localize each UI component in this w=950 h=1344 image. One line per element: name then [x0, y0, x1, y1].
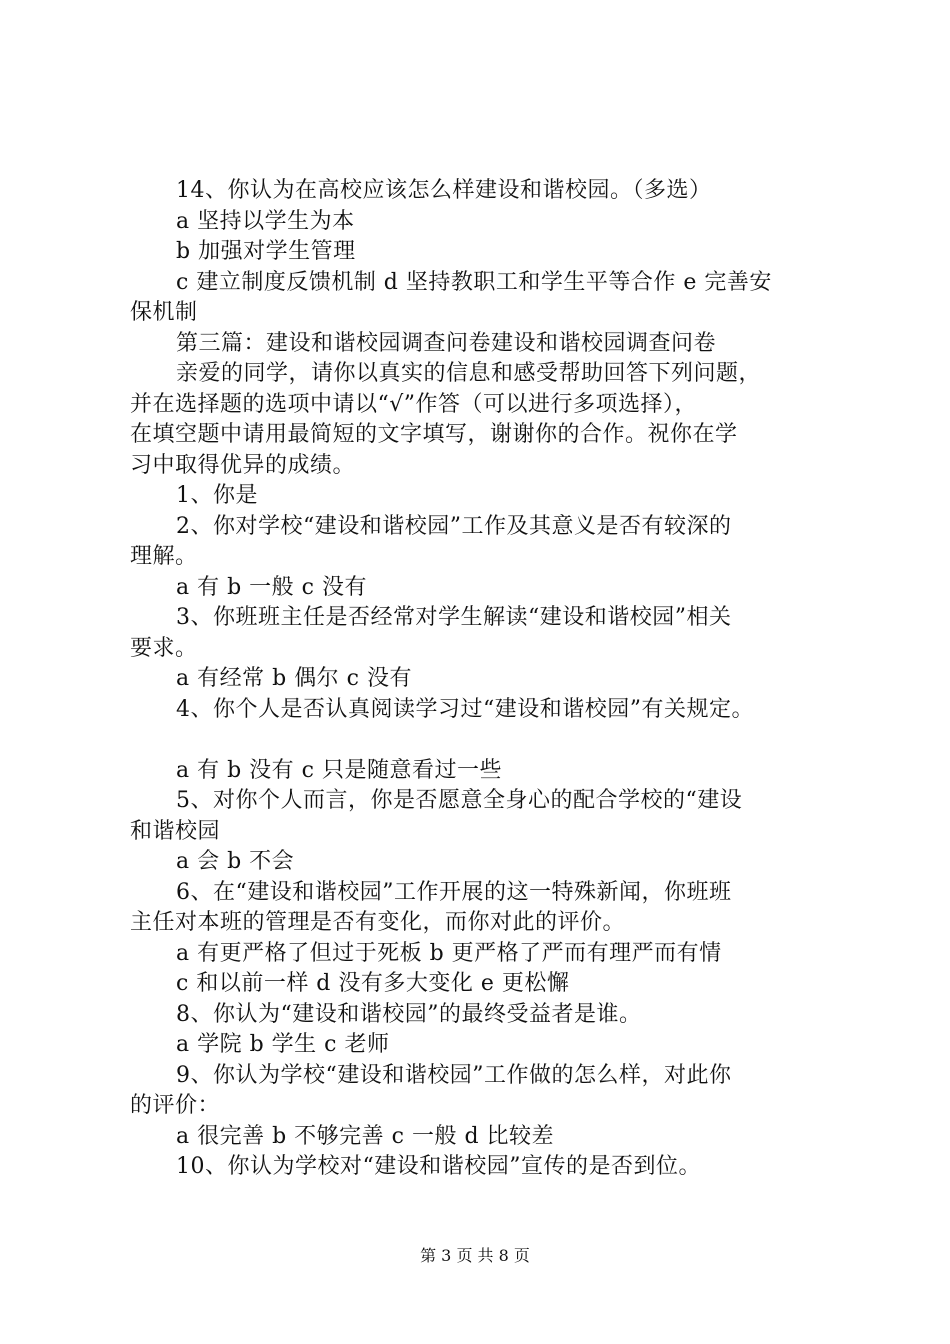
question-1: 1、你是	[176, 483, 258, 508]
option-line-continued: 保机制	[130, 300, 198, 325]
option-line: c 建立制度反馈机制 d 坚持教职工和学生平等合作 e 完善安	[176, 269, 772, 295]
question-8: 8、你认为“建设和谐校园”的最终受益者是谁。	[176, 1001, 642, 1027]
option-line: a 有经常 b 偶尔 c 没有	[176, 666, 412, 691]
page-footer: 第 3 页 共 8 页	[420, 1246, 530, 1265]
question-3: 3、你班班主任是否经常对学生解读“建设和谐校园”相关	[176, 605, 732, 630]
question-9: 9、你认为学校“建设和谐校园”工作做的怎么样，对此你	[176, 1062, 732, 1088]
option-line: a 有更严格了但过于死板 b 更严格了严而有理严而有情	[176, 940, 722, 966]
blank-line	[130, 725, 840, 756]
option-line: a 很完善 b 不够完善 c 一般 d 比较差	[176, 1123, 555, 1149]
question-4: 4、你个人是否认真阅读学习过“建设和谐校园”有关规定。	[176, 696, 754, 722]
question-9-continued: 的评价：	[130, 1093, 221, 1118]
question-2-continued: 理解。	[130, 544, 198, 569]
question-5-continued: 和谐校园	[130, 818, 221, 844]
option-line: a 有 b 一般 c 没有	[176, 574, 367, 600]
option-line: c 和以前一样 d 没有多大变化 e 更松懈	[176, 971, 570, 996]
option-line: a 会 b 不会	[176, 849, 295, 874]
intro-paragraph: 习中取得优异的成绩。	[130, 452, 356, 478]
option-line: a 学院 b 学生 c 老师	[176, 1032, 390, 1057]
option-line: a 坚持以学生为本	[176, 208, 355, 234]
question-3-continued: 要求。	[130, 635, 198, 661]
question-14: 14、你认为在高校应该怎么样建设和谐校园。（多选）	[176, 178, 712, 203]
document-body	[130, 176, 840, 1183]
question-10: 10、你认为学校对“建设和谐校园”宣传的是否到位。	[176, 1154, 701, 1179]
question-6: 6、在“建设和谐校园”工作开展的这一特殊新闻，你班班	[176, 879, 732, 905]
question-6-continued: 主任对本班的管理是否有变化，而你对此的评价。	[130, 910, 626, 935]
section-heading: 第三篇：建设和谐校园调查问卷建设和谐校园调查问卷	[176, 330, 717, 356]
question-2: 2、你对学校“建设和谐校园”工作及其意义是否有较深的	[176, 513, 732, 539]
option-line: b 加强对学生管理	[176, 239, 356, 264]
question-5: 5、对你个人而言，你是否愿意全身心的配合学校的“建设	[176, 788, 743, 813]
option-line: a 有 b 没有 c 只是随意看过一些	[176, 757, 502, 783]
intro-paragraph: 在填空题中请用最简短的文字填写，谢谢你的合作。祝你在学	[130, 422, 738, 447]
intro-paragraph: 并在选择题的选项中请以“√”作答（可以进行多项选择），	[130, 391, 698, 417]
intro-paragraph: 亲爱的同学，请你以真实的信息和感受帮助回答下列问题，	[176, 361, 762, 386]
